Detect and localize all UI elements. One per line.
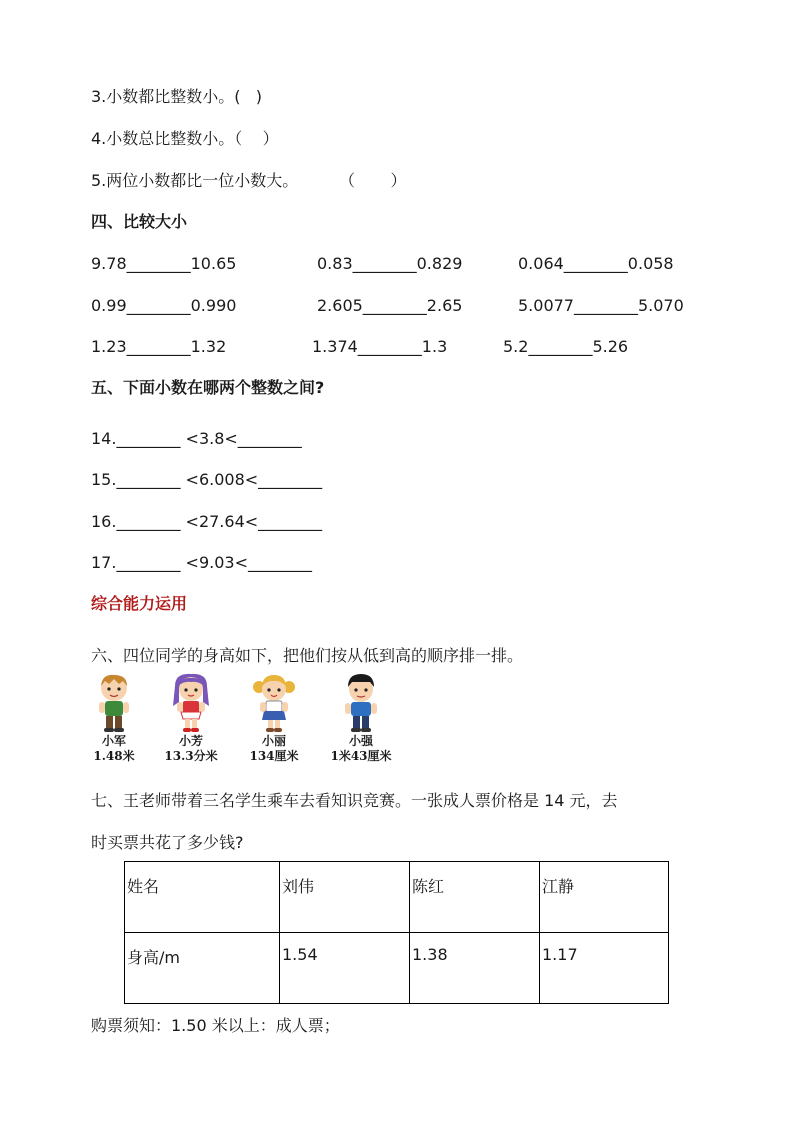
girl-cartoon-icon xyxy=(252,672,296,734)
compare-item: 5.2________5.26 xyxy=(503,337,629,356)
table-cell: 身高/m xyxy=(125,933,280,1004)
table-cell: 刘伟 xyxy=(280,862,410,933)
table-cell: 姓名 xyxy=(125,862,280,933)
student-name: 小芳 xyxy=(178,734,203,748)
compare-item: 2.605________2.65 xyxy=(317,296,463,315)
student-name: 小丽 xyxy=(261,734,286,748)
table-cell: 1.17 xyxy=(540,933,669,1004)
table-cell: 陈红 xyxy=(410,862,540,933)
compare-item: 5.0077________5.070 xyxy=(518,296,684,315)
student-figure xyxy=(229,672,319,764)
girl-cartoon-icon xyxy=(169,672,213,734)
interval-item: 16.________ <27.64<________ xyxy=(91,512,323,531)
table-row xyxy=(125,862,669,933)
student-height: 1米43厘米 xyxy=(330,749,392,763)
section-7-line-1: 七、王老师带着三名学生乘车去看知识竞赛。一张成人票价格是 14 元，去 xyxy=(91,791,618,810)
table-cell: 1.38 xyxy=(410,933,540,1004)
compare-item: 0.99________0.990 xyxy=(91,296,237,315)
height-table xyxy=(124,861,669,1004)
student-name: 小军 xyxy=(101,734,126,748)
judgement-item-5: 5.两位小数都比一位小数大。 （ ） xyxy=(91,171,407,190)
boy-cartoon-icon xyxy=(92,672,136,734)
section-5-title: 五、下面小数在哪两个整数之间? xyxy=(91,378,325,397)
student-figure xyxy=(316,672,406,764)
section-6-title: 六、四位同学的身高如下，把他们按从低到高的顺序排一排。 xyxy=(91,646,524,665)
interval-item: 17.________ <9.03<________ xyxy=(91,553,312,572)
table-row xyxy=(125,933,669,1004)
judgement-item-3: 3.小数都比整数小。( ) xyxy=(91,87,263,106)
interval-item: 15.________ <6.008<________ xyxy=(91,470,323,489)
table-cell: 江静 xyxy=(540,862,669,933)
judgement-item-4: 4.小数总比整数小。（ ） xyxy=(91,129,279,148)
boy-cartoon-icon xyxy=(339,672,383,734)
interval-item: 14.________ <3.8<________ xyxy=(91,429,302,448)
compare-item: 0.064________0.058 xyxy=(518,254,674,273)
compare-item: 1.23________1.32 xyxy=(91,337,227,356)
section-4-title: 四、比较大小 xyxy=(91,212,188,231)
section-7-line-2: 时买票共花了多少钱? xyxy=(91,833,244,852)
compare-item: 9.78________10.65 xyxy=(91,254,237,273)
student-name: 小强 xyxy=(348,734,373,748)
student-height: 134厘米 xyxy=(249,749,299,763)
ability-heading: 综合能力运用 xyxy=(91,594,188,613)
table-cell: 1.54 xyxy=(280,933,410,1004)
compare-item: 1.374________1.3 xyxy=(312,337,448,356)
student-figure xyxy=(146,672,236,764)
student-height: 13.3分米 xyxy=(164,749,218,763)
compare-item: 0.83________0.829 xyxy=(317,254,463,273)
ticket-notice: 购票须知：1.50 米以上：成人票； xyxy=(91,1016,340,1035)
student-height: 1.48米 xyxy=(93,749,135,763)
